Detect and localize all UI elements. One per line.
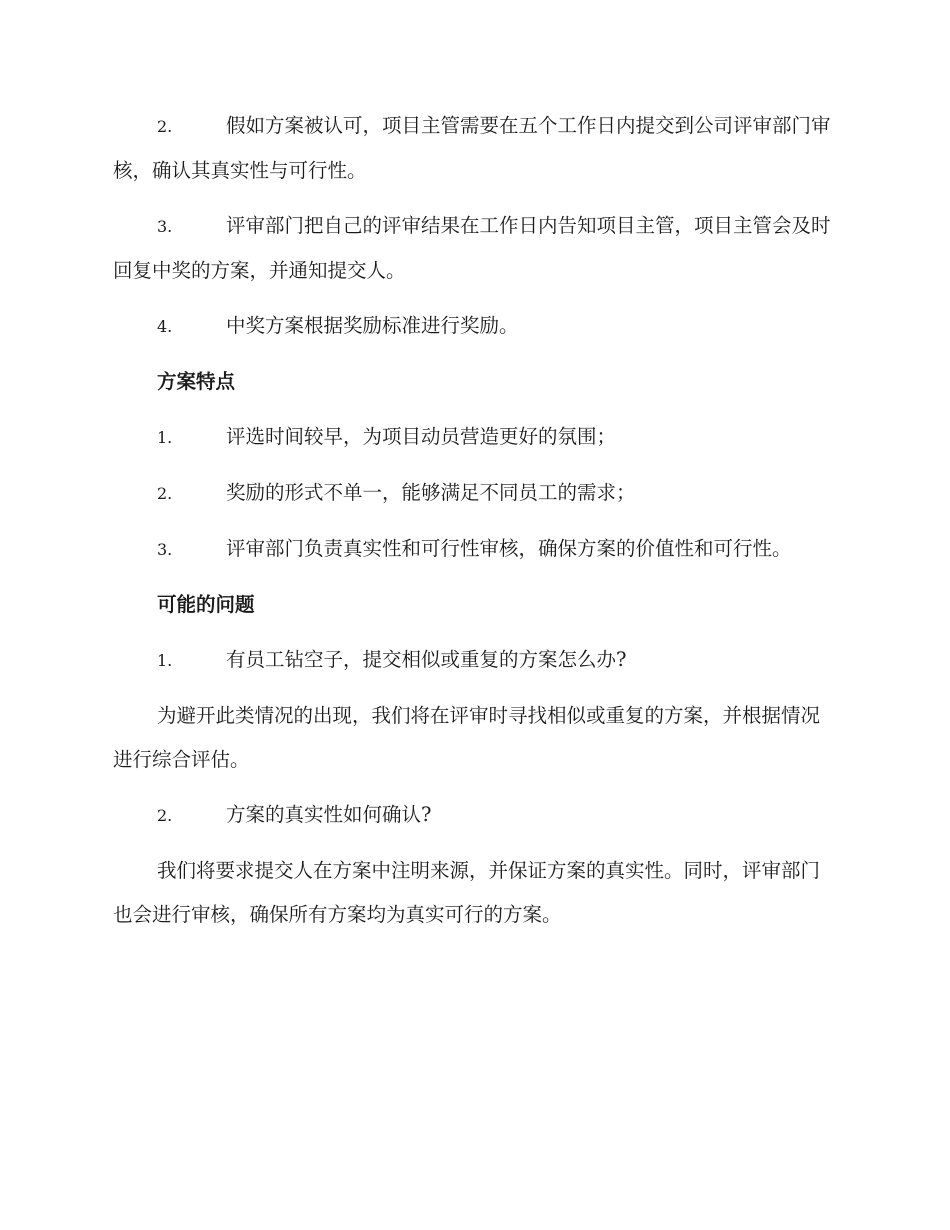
process-item-2 (113, 104, 833, 193)
list-text: 评审部门把自己的评审结果在工作日内告知项目主管，项目主管会及时回复中奖的方案，并通知提交人。 (113, 214, 831, 282)
list-number: 3. (157, 217, 173, 236)
feature-item-1 (113, 415, 833, 460)
list-number: 3. (157, 540, 173, 559)
list-number: 1. (157, 651, 173, 670)
issue-answer-1: 为避开此类情况的出现，我们将在评审时寻找相似或重复的方案，并根据情况进行综合评估。 (113, 704, 821, 771)
process-item-3 (113, 204, 833, 293)
list-number: 4. (157, 317, 173, 336)
list-text: 有员工钻空子，提交相似或重复的方案怎么办? (226, 648, 627, 671)
list-number: 2. (157, 117, 173, 136)
list-text: 中奖方案根据奖励标准进行奖励。 (226, 314, 519, 337)
list-text: 评选时间较早，为项目动员营造更好的氛围； (226, 425, 617, 448)
list-text: 评审部门负责真实性和可行性审核，确保方案的价值性和可行性。 (226, 537, 792, 560)
issue-answer-2: 我们将要求提交人在方案中注明来源，并保证方案的真实性。同时，评审部门也会进行审核，确保所有方案均为真实可行的方案。 (113, 859, 821, 926)
feature-item-2 (113, 471, 833, 516)
list-text: 奖励的形式不单一，能够满足不同员工的需求； (226, 481, 636, 504)
feature-item-3 (113, 527, 833, 572)
process-item-4 (113, 304, 833, 349)
section-heading-features: 方案特点 (157, 370, 236, 393)
issue-question-1 (113, 638, 833, 683)
document-body (113, 104, 833, 948)
issue-question-2 (113, 793, 833, 838)
list-number: 2. (157, 484, 173, 503)
section-heading-issues: 可能的问题 (157, 593, 255, 616)
list-text: 方案的真实性如何确认? (226, 803, 432, 826)
list-number: 2. (157, 806, 173, 825)
list-number: 1. (157, 428, 173, 447)
list-text: 假如方案被认可，项目主管需要在五个工作日内提交到公司评审部门审核，确认其真实性与可行性。 (113, 114, 831, 182)
